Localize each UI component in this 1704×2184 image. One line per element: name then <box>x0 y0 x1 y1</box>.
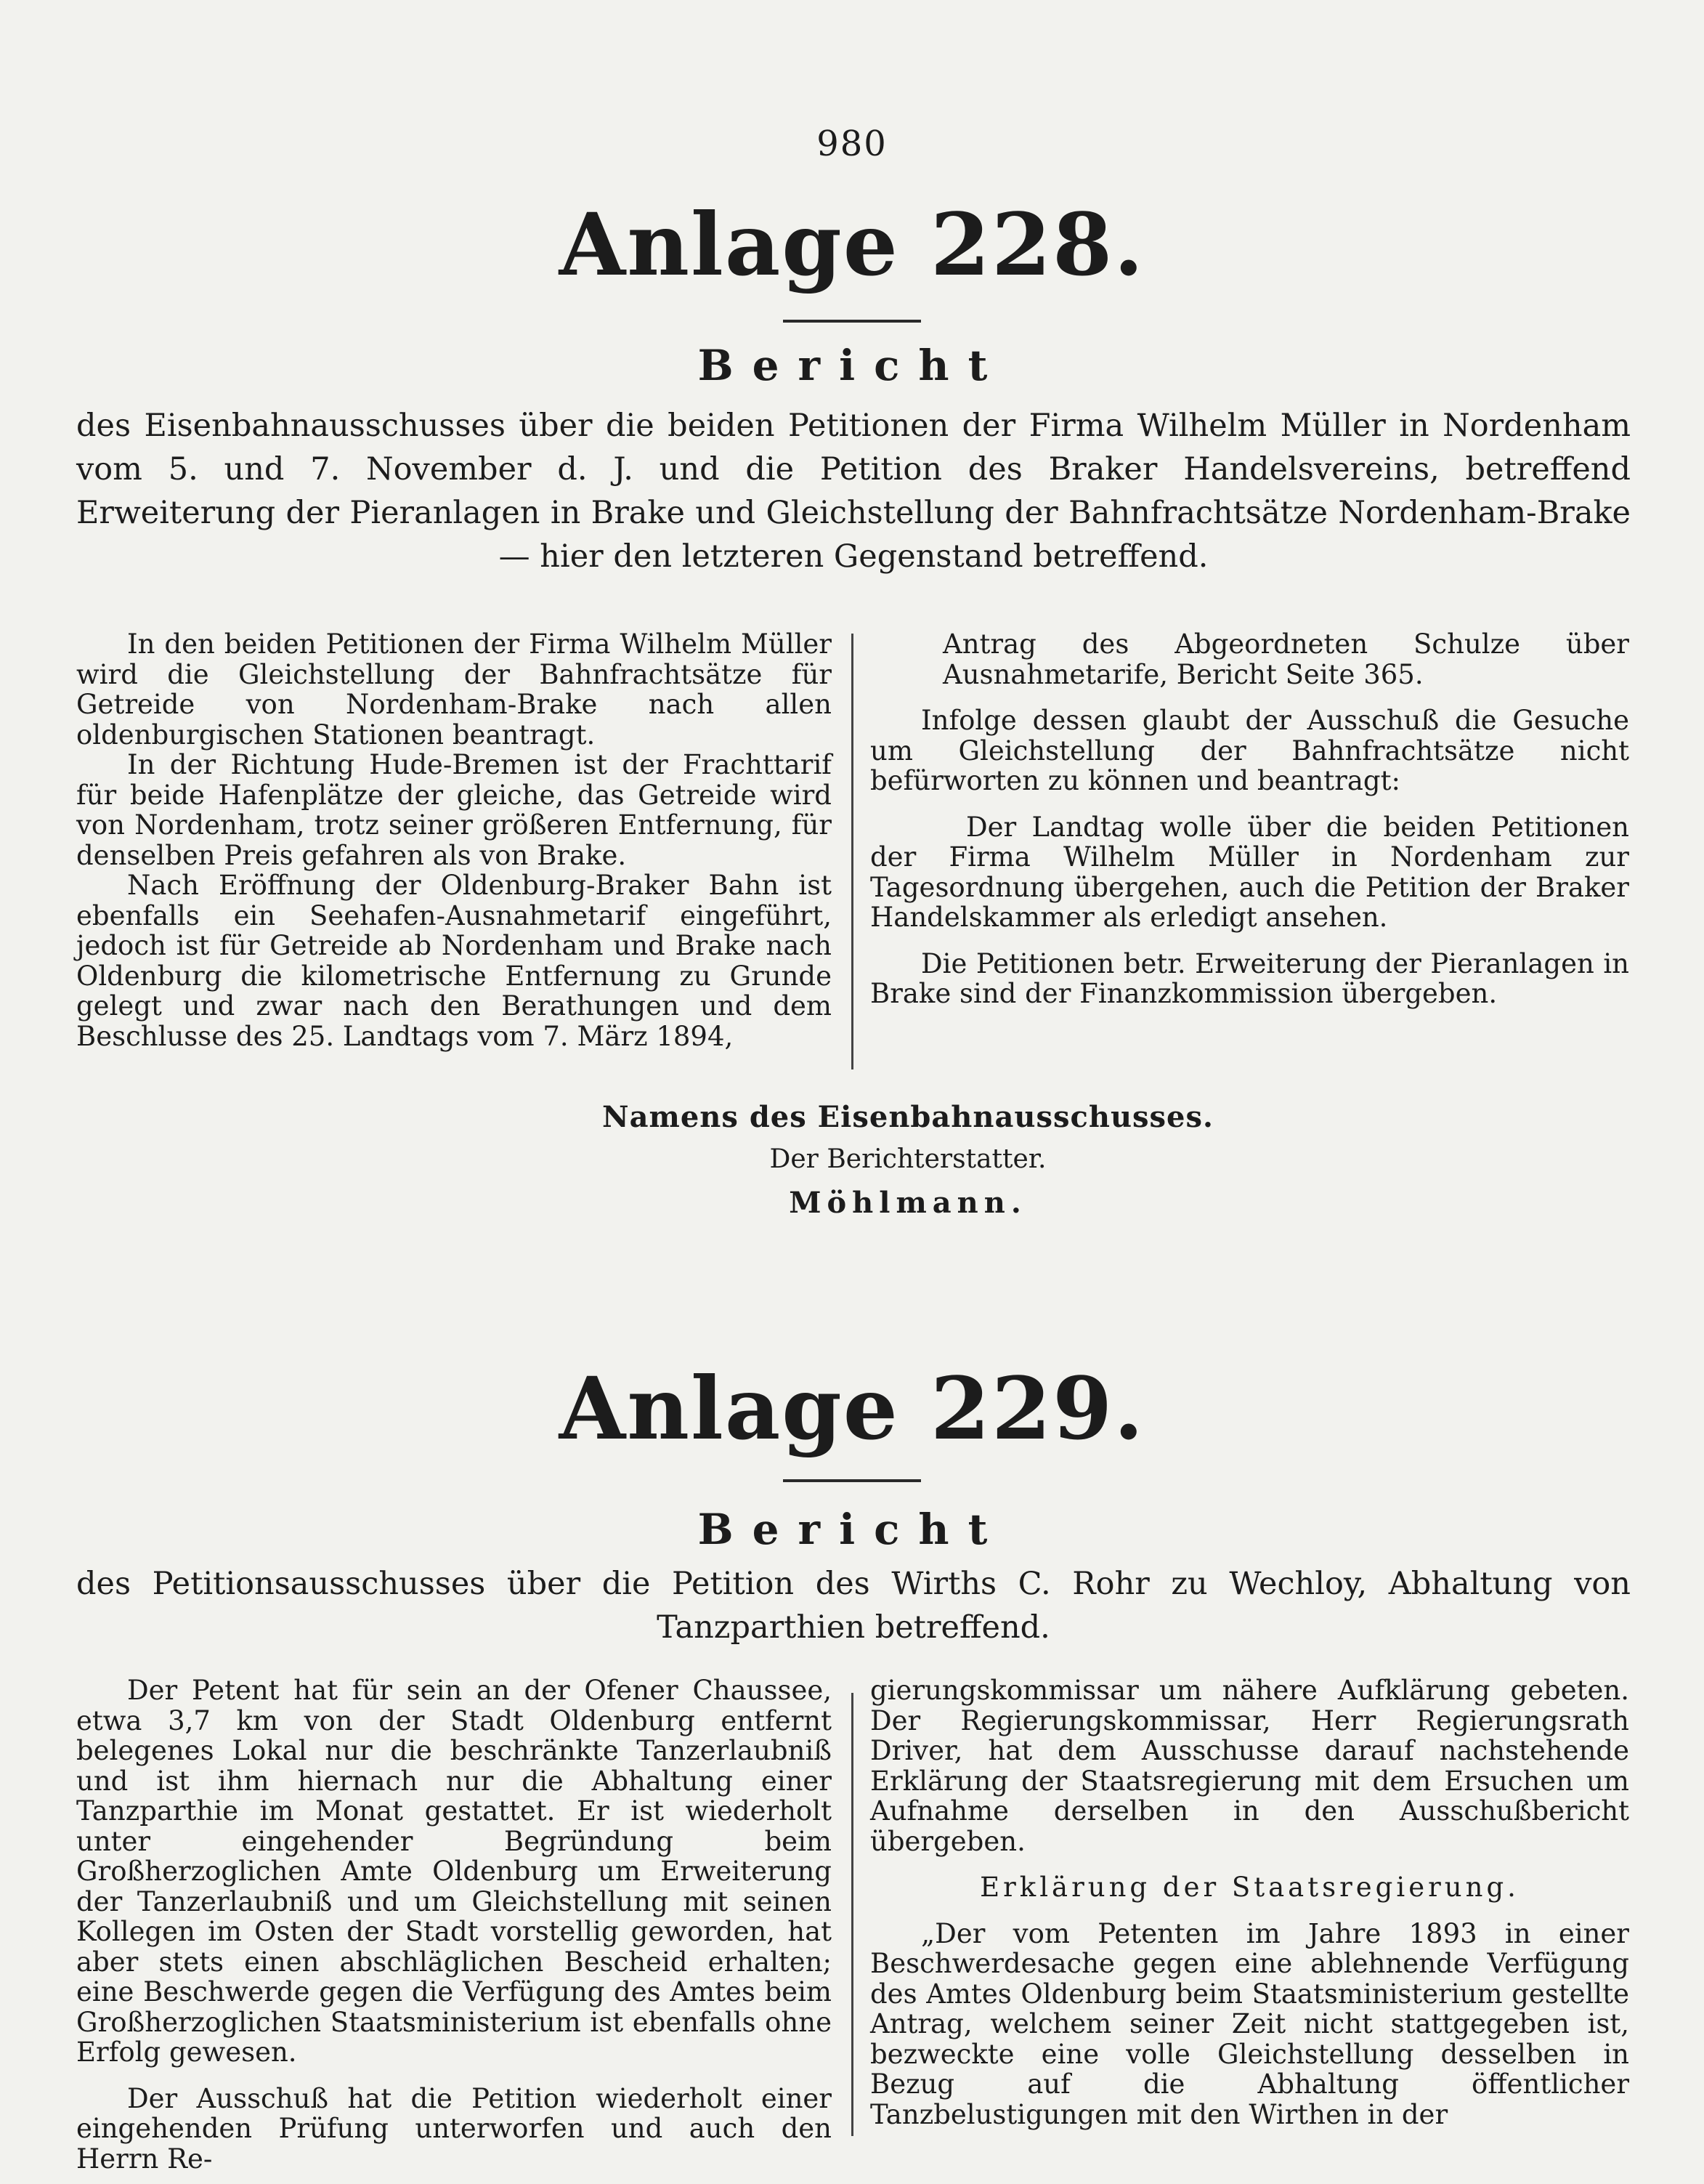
anlage-228-title: Anlage 228. <box>559 194 1145 295</box>
section-heading: Erklärung der Staatsregierung. <box>980 1872 1520 1903</box>
anlage-229-title: Anlage 229. <box>559 1358 1145 1459</box>
paragraph: Der Petent hat für sein an der Ofener Chaussee, etwa 3,7 km von der Stadt Oldenburg entfernt belegenes Lokal nur die beschränkte Tanzerlaubniß und ist ihm hiernach nur die Abhaltung einer Tanzparthie im Monat gestattet. Er ist wiederholt unter eingehender Begründung beim Großherzoglichen Amte Oldenburg um Erweiterung der Tanzerlaubniß und um Gleichstellung mit seinen Kollegen im Osten der Stadt vorstellig geworden, hat aber stets einen abschläglichen Bescheid erhalten; eine Beschwerde gegen die Verfügung des Amtes beim Großherzoglichen Staatsministerium ist ebenfalls ohne Erfolg gewesen. <box>76 1675 832 2068</box>
paragraph: „Der vom Petenten im Jahre 1893 in einer Beschwerdesache gegen eine ablehnende Verfügung des Amtes Oldenburg beim Staatsministerium gestellte Antrag, welchem seiner Zeit nicht stattgegeben ist, bezweckte eine volle Gleichstellung desselben in Bezug auf die Abhaltung öffentlicher Tanzbelustigungen mit den Wirthen in der <box>870 1917 1629 2130</box>
report-subtitle: des Eisenbahnausschusses über die beiden Petitionen der Firma Wilhelm Müller in Nordenham vom 5. und 7. November d. J. und die Petition des Braker Handelsvereins, betreffend Erweiterung der Pieranlagen in Brake und Gleichstellung der Bahnfrachtsätze Nordenham-Brake — hier den letzteren Gegenstand betreffend. <box>76 408 1631 575</box>
title-rule <box>783 320 921 323</box>
page-number: 980 <box>816 124 888 164</box>
column-divider <box>851 1693 853 2136</box>
right-column <box>870 629 1629 1009</box>
signature-role: Der Berichterstatter. <box>769 1144 1047 1174</box>
paragraph: Der Ausschuß hat die Petition wiederholt einer eingehenden Prüfung unterworfen und auch den Herrn Re- <box>76 2082 832 2175</box>
motion-paragraph: Der Landtag wolle über die beiden Petitionen der Firma Wilhelm Müller in Nordenham zur Tagesordnung übergehen, auch die Petition der Braker Handelskammer als erledigt ansehen. <box>870 811 1629 933</box>
report-subtitle: des Petitionsausschusses über die Petition des Wirths C. Rohr zu Wechloy, Abhaltung von Tanzparthien betreffend. <box>76 1566 1631 1646</box>
paragraph: gierungskommissar um nähere Aufklärung gebeten. Der Regierungskommissar, Herr Regierungsrath Driver, hat dem Ausschusse darauf nachstehende Erklärung der Staatsregierung mit dem Ersuchen um Aufnahme derselben in den Ausschußbericht übergeben. <box>870 1675 1629 1857</box>
paragraph: Die Petitionen betr. Erweiterung der Pieranlagen in Brake sind der Finanzkommission übergeben. <box>870 947 1629 1009</box>
title-rule <box>783 1479 921 1482</box>
left-column <box>76 1675 832 2174</box>
left-column <box>76 629 832 1051</box>
column-divider <box>851 634 853 1069</box>
paragraph: In den beiden Petitionen der Firma Wilhelm Müller wird die Gleichstellung der Bahnfrachtsätze für Getreide von Nordenham-Brake nach allen oldenburgischen Stationen beantragt. <box>76 628 832 751</box>
paragraph: Nach Eröffnung der Oldenburg-Braker Bahn ist ebenfalls ein Seehafen-Ausnahmetarif eingeführt, jedoch ist für Getreide ab Nordenham und Brake nach Oldenburg die kilometrische Entfernung zu Grunde gelegt und zwar nach den Berathungen und dem Beschlusse des 25. Landtags vom 7. März 1894, <box>76 870 832 1052</box>
signature-name: Möhlmann. <box>789 1186 1027 1220</box>
paragraph: Infolge dessen glaubt der Ausschuß die Gesuche um Gleichstellung der Bahnfrachtsätze nicht befürworten zu können und beantragt: <box>870 705 1629 796</box>
bericht-heading: Bericht <box>697 1505 1007 1554</box>
bericht-heading: Bericht <box>697 341 1007 390</box>
signature-committee: Namens des Eisenbahnausschusses. <box>602 1100 1214 1134</box>
right-column <box>870 1675 1629 2130</box>
paragraph: Antrag des Abgeordneten Schulze über Ausnahmetarife, Bericht Seite 365. <box>943 628 1629 690</box>
paragraph: In der Richtung Hude-Bremen ist der Frachttarif für beide Hafenplätze der gleiche, das Getreide wird von Nordenham, trotz seiner größeren Entfernung, für denselben Preis gefahren als von Brake. <box>76 749 832 871</box>
